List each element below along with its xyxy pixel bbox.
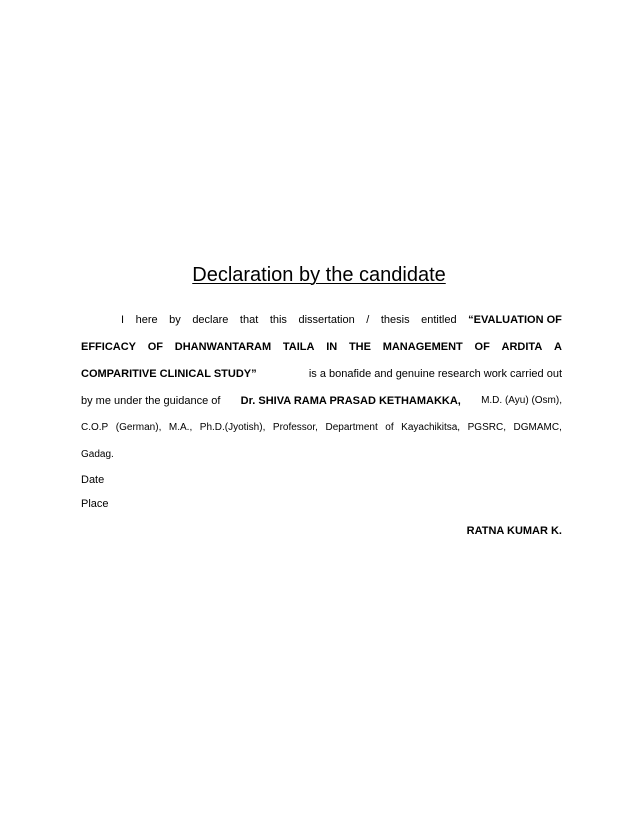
body-word: Department: [325, 422, 378, 433]
body-text: by me under the guidance of: [81, 395, 221, 407]
body-word: this: [269, 314, 287, 326]
body-word: (German),: [115, 422, 162, 433]
place-row: [81, 496, 562, 512]
body-line-4: [81, 393, 562, 409]
thesis-title-end: COMPARITIVE CLINICAL STUDY”: [81, 368, 257, 380]
body-word: DGMAMC,: [513, 422, 562, 433]
body-word: IN: [326, 341, 338, 353]
body-word: declare: [192, 314, 229, 326]
date-row: [81, 472, 562, 488]
body-word: OF: [147, 341, 164, 353]
body-word: that: [239, 314, 259, 326]
body-word: OF: [474, 341, 490, 353]
body-word: A: [554, 341, 562, 353]
declaration-title: Declaration by the candidate: [192, 264, 446, 286]
body-line-1: [121, 312, 562, 328]
body-text: is a bonafide and genuine research work carried out: [308, 368, 562, 380]
body-word: thesis: [380, 314, 410, 326]
body-word: EFFICACY: [81, 341, 136, 353]
body-word: M.A.,: [168, 422, 193, 433]
body-line-2: [81, 339, 562, 355]
body-word: I: [121, 314, 125, 326]
place-label: Place: [81, 498, 109, 510]
guide-name: Dr. SHIVA RAMA PRASAD KETHAMAKKA,: [240, 395, 461, 407]
body-line-6: [81, 447, 562, 463]
body-word: Ph.D.(Jyotish),: [199, 422, 266, 433]
body-word: Kayachikitsa,: [401, 422, 461, 433]
body-word: TAILA: [282, 341, 315, 353]
body-word: DHANWANTARAM: [174, 341, 272, 353]
body-word: Professor,: [272, 422, 318, 433]
body-word: Gadag.: [81, 449, 114, 460]
candidate-signature-name: RATNA KUMAR K.: [466, 525, 562, 537]
thesis-title-start: “EVALUATION OF: [468, 314, 562, 326]
body-word: MANAGEMENT: [382, 341, 463, 353]
body-word: here: [135, 314, 158, 326]
body-word: C.O.P: [81, 422, 109, 433]
body-word: PGSRC,: [467, 422, 506, 433]
body-word: /: [366, 314, 370, 326]
guide-qualification: M.D. (Ayu) (Osm),: [481, 395, 562, 406]
date-label: Date: [81, 474, 105, 486]
body-word: ARDITA: [501, 341, 543, 353]
body-word: by: [169, 314, 181, 326]
body-word: of: [385, 422, 394, 433]
body-word: dissertation: [298, 314, 355, 326]
body-line-3: [81, 366, 562, 382]
body-line-5: [81, 420, 562, 436]
body-word: THE: [348, 341, 371, 353]
body-word: entitled: [421, 314, 457, 326]
